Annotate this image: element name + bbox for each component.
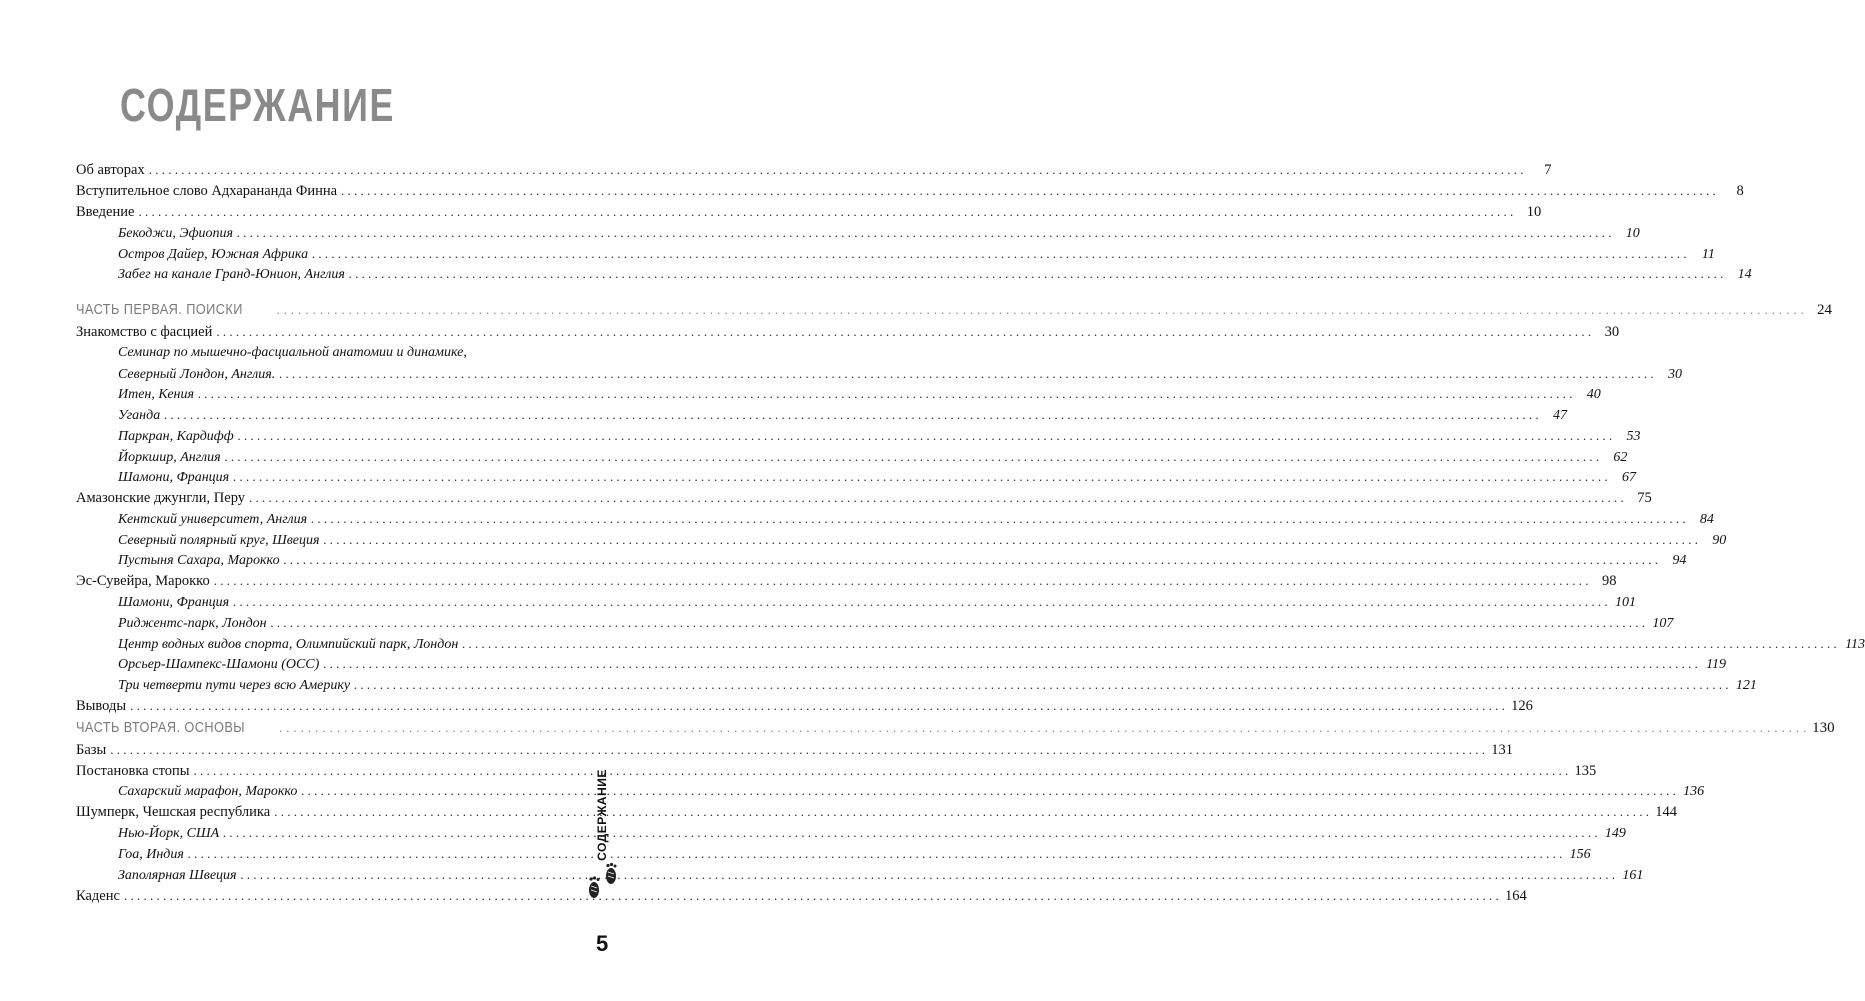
toc-entry-label: Знакомство с фасцией xyxy=(76,324,213,340)
toc-entry-label: Северный полярный круг, Швеция xyxy=(118,533,320,548)
toc-subentry xyxy=(118,550,1687,570)
toc-leader-dots xyxy=(214,571,1589,591)
toc-leader-dots xyxy=(301,781,1676,801)
toc-leader-dots xyxy=(276,300,1804,320)
toc-page-number: 8 xyxy=(1736,183,1744,199)
toc-subentry xyxy=(118,613,1674,633)
toc-entry-label: Пустыня Сахара, Марокко xyxy=(118,553,280,568)
toc-page-number: 47 xyxy=(1552,408,1567,423)
toc-subentry xyxy=(118,447,1628,467)
toc-entry xyxy=(76,181,1744,201)
toc-entry-label: Выводы xyxy=(76,698,127,714)
toc-leader-dots xyxy=(341,181,1716,201)
toc-subentry xyxy=(118,592,1636,612)
toc-entry-label: Забег на канале Гранд-Юнион, Англия xyxy=(118,267,345,282)
toc-page-number: 7 xyxy=(1544,162,1552,178)
toc-entry-label: Орсьер-Шампекс-Шамони (ОСС) xyxy=(118,657,320,672)
toc-page-number: 113 xyxy=(1845,637,1865,652)
toc-entry-label: Заполярная Швеция xyxy=(118,868,237,883)
toc-part-heading xyxy=(76,718,1835,738)
toc-page-number: 119 xyxy=(1706,657,1727,672)
toc-page-number: 121 xyxy=(1735,678,1757,693)
toc-page-number: 30 xyxy=(1604,324,1620,340)
toc-subentry xyxy=(118,264,1752,284)
toc-subentry xyxy=(118,865,1644,885)
side-running-head-text: СОДЕРЖАНИЕ xyxy=(595,769,609,861)
toc-entry-label: ЧАСТЬ ПЕРВАЯ. ПОИСКИ xyxy=(76,301,243,318)
page-title: СОДЕРЖАНИЕ xyxy=(120,79,395,131)
toc-entry-label: Эс-Сувейра, Марокко xyxy=(76,573,210,589)
toc-page-number: 107 xyxy=(1652,616,1674,631)
toc-entry-label: Семинар по мышечно-фасциальной анатомии и динамике, xyxy=(118,345,467,360)
toc-leader-dots xyxy=(274,802,1649,822)
toc-page-number: 98 xyxy=(1601,573,1617,589)
toc-entry-label: Гоа, Индия xyxy=(118,847,184,862)
toc-entry-label: Йоркшир, Англия xyxy=(118,450,221,465)
toc-page-number: 30 xyxy=(1667,367,1682,382)
toc-entry-label: Остров Дайер, Южная Африка xyxy=(118,247,309,262)
toc-subentry xyxy=(118,384,1601,404)
toc-leader-dots xyxy=(110,740,1485,760)
side-running-head xyxy=(591,770,613,860)
toc-page-number: 14 xyxy=(1737,267,1752,282)
toc-page-number: 131 xyxy=(1491,742,1513,758)
toc-entry-label: Постановка стопы xyxy=(76,763,190,779)
toc-entry-label: Базы xyxy=(76,742,107,758)
toc-leader-dots xyxy=(241,865,1616,885)
toc-entry xyxy=(76,160,1552,180)
toc-page-number: 136 xyxy=(1683,784,1705,799)
toc-page-number: 126 xyxy=(1511,698,1533,714)
toc-entry xyxy=(76,488,1652,508)
toc-leader-dots xyxy=(354,675,1729,695)
toc-leader-dots xyxy=(312,244,1687,264)
toc-subentry xyxy=(118,467,1636,487)
toc-page-number: 94 xyxy=(1672,553,1687,568)
toc-page-number: 75 xyxy=(1637,490,1652,506)
toc-entry-label: Об авторах xyxy=(76,162,145,178)
toc-subentry xyxy=(118,823,1626,843)
page-number: 5 xyxy=(596,931,609,956)
toc-subentry xyxy=(118,781,1705,801)
toc-page-number: 24 xyxy=(1817,302,1833,318)
toc-page-number: 149 xyxy=(1604,826,1626,841)
toc-entry xyxy=(76,202,1542,222)
toc-page-number: 130 xyxy=(1812,720,1835,736)
toc-entry-label: Вступительное слово Адхарананда Финна xyxy=(76,183,338,199)
toc-leader-dots xyxy=(237,223,1612,243)
toc-entry-label: Итен, Кения xyxy=(118,387,194,402)
toc-leader-dots xyxy=(216,322,1591,342)
toc-leader-dots xyxy=(124,886,1499,906)
toc-subentry xyxy=(118,675,1757,695)
toc-entry xyxy=(76,571,1617,591)
toc-entry xyxy=(76,802,1677,822)
toc-page-number: 90 xyxy=(1712,533,1727,548)
toc-leader-dots xyxy=(149,160,1524,180)
toc-entry xyxy=(76,886,1527,906)
toc-entry-label: Центр водных видов спорта, Олимпийский парк, Лондон xyxy=(118,637,459,652)
toc-subentry xyxy=(118,405,1567,425)
toc-leader-dots xyxy=(225,447,1600,467)
toc-entry-label: Риджентс-парк, Лондон xyxy=(118,616,267,631)
toc-page-number: 40 xyxy=(1586,387,1601,402)
toc-leader-dots xyxy=(188,844,1563,864)
toc-entry-label: Северный Лондон, Англия. xyxy=(118,367,276,382)
toc-leader-dots xyxy=(279,364,1654,384)
toc-page-number: 62 xyxy=(1613,450,1628,465)
toc-leader-dots xyxy=(223,823,1598,843)
toc-leader-dots xyxy=(164,405,1539,425)
toc-entry-label: Амазонские джунгли, Перу xyxy=(76,490,246,506)
toc-entry xyxy=(76,740,1513,760)
toc-subentry xyxy=(118,223,1640,243)
toc-leader-dots xyxy=(238,426,1613,446)
toc-entry-label: Введение xyxy=(76,204,135,220)
toc-page-number: 101 xyxy=(1614,595,1636,610)
toc-entry-label: Шамони, Франция xyxy=(118,595,230,610)
toc-leader-dots xyxy=(194,761,1569,781)
toc-leader-dots xyxy=(279,718,1807,738)
toc-leader-dots xyxy=(311,509,1686,529)
toc-entry-label: Паркран, Кардифф xyxy=(118,429,234,444)
toc-part-heading xyxy=(76,300,1833,320)
toc-leader-dots xyxy=(284,550,1659,570)
toc-page-number: 67 xyxy=(1621,470,1636,485)
toc-leader-dots xyxy=(233,467,1608,487)
toc-subentry xyxy=(118,844,1591,864)
toc-entry-label: Шамони, Франция xyxy=(118,470,230,485)
toc-page-number: 10 xyxy=(1625,226,1640,241)
toc-entry-label: Нью-Йорк, США xyxy=(118,826,220,841)
toc-entry-label: Кентский университет, Англия xyxy=(118,512,308,527)
toc-entry-label: ЧАСТЬ ВТОРАЯ. ОСНОВЫ xyxy=(76,719,245,736)
toc-leader-dots xyxy=(271,613,1646,633)
toc-entry-label: Три четверти пути через всю Америку xyxy=(118,678,351,693)
toc-subentry xyxy=(118,426,1641,446)
toc-entry xyxy=(76,696,1533,716)
toc-page-number: 156 xyxy=(1569,847,1591,862)
toc-leader-dots xyxy=(349,264,1724,284)
toc-entry-label: Шумперк, Чешская республика xyxy=(76,804,271,820)
toc-page-number: 161 xyxy=(1622,868,1644,883)
toc-entry-label: Сахарский марафон, Марокко xyxy=(118,784,298,799)
toc-subentry xyxy=(118,244,1715,264)
toc-leader-dots xyxy=(323,654,1698,674)
toc-subentry xyxy=(118,634,1865,654)
toc-entry xyxy=(76,322,1620,342)
footprints-icon xyxy=(586,862,620,904)
toc-page-number: 11 xyxy=(1701,247,1715,262)
toc-leader-dots xyxy=(324,530,1699,550)
toc-leader-dots xyxy=(198,384,1573,404)
toc-subentry xyxy=(118,530,1727,550)
toc-leader-dots xyxy=(138,202,1513,222)
toc-leader-dots xyxy=(249,488,1624,508)
toc-entry-label: Уганда xyxy=(118,408,161,423)
toc-page-number: 144 xyxy=(1655,804,1677,820)
toc-page-number: 10 xyxy=(1526,204,1542,220)
toc-entry-label: Каденс xyxy=(76,888,120,904)
toc-leader-dots xyxy=(462,634,1837,654)
toc-entry-label: Бекоджи, Эфиопия xyxy=(118,226,234,241)
toc-subentry xyxy=(118,654,1727,674)
toc-page-number: 53 xyxy=(1626,429,1641,444)
toc-page-number: 84 xyxy=(1699,512,1714,527)
toc-subentry xyxy=(118,364,1682,384)
toc-leader-dots xyxy=(130,696,1505,716)
toc-leader-dots xyxy=(233,592,1608,612)
toc-subentry xyxy=(118,509,1714,529)
toc-page-number: 164 xyxy=(1504,888,1527,904)
toc-subentry xyxy=(118,343,555,363)
toc-page-number: 135 xyxy=(1574,763,1597,779)
toc-entry xyxy=(76,761,1597,781)
